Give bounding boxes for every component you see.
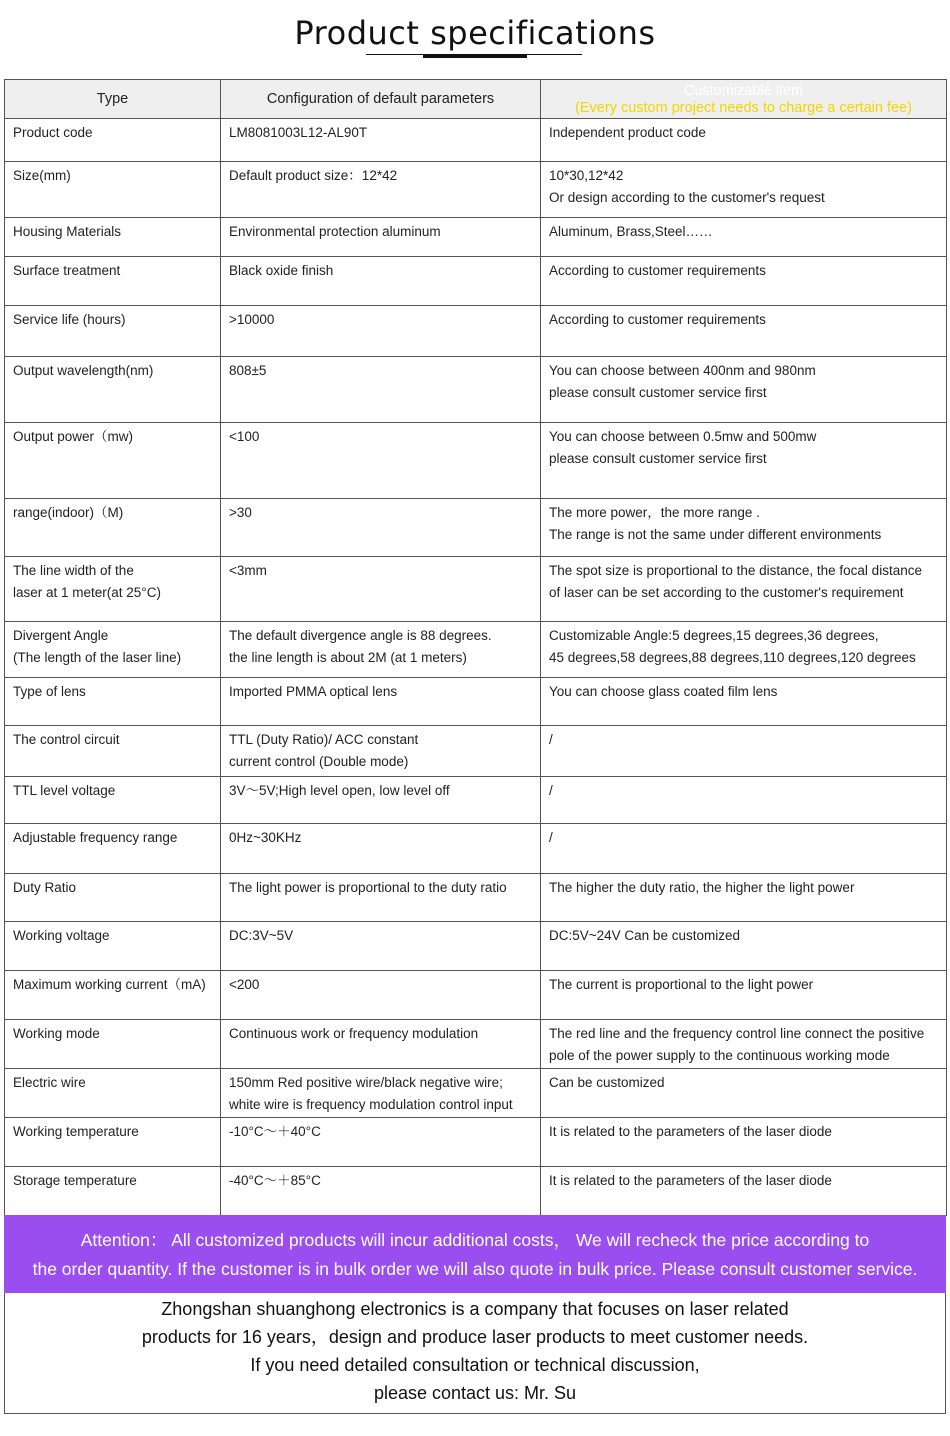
default-cell	[221, 1020, 541, 1069]
attention-line: Attention： All customized products will incur additional costs， We will recheck the price according to	[80, 1230, 870, 1250]
param-cell-text: Working voltage	[13, 928, 110, 943]
param-cell	[5, 1167, 221, 1216]
default-cell	[221, 218, 541, 257]
custom-cell-text: /	[549, 732, 553, 747]
param-cell-text: The line width of the	[13, 563, 134, 578]
default-cell-text: <3mm	[229, 563, 267, 578]
param-cell-text: Type of lens	[13, 684, 86, 699]
custom-cell-text: According to customer requirements	[549, 263, 766, 278]
custom-cell-text: It is related to the parameters of the laser diode	[549, 1124, 832, 1139]
param-cell	[5, 1020, 221, 1069]
custom-cell	[541, 306, 947, 357]
default-cell	[221, 557, 541, 622]
header-default: Configuration of default parameters	[221, 80, 541, 119]
company-line: please contact us: Mr. Su	[373, 1383, 577, 1403]
custom-cell	[541, 622, 947, 678]
param-cell	[5, 874, 221, 922]
default-cell	[221, 824, 541, 874]
param-cell	[5, 162, 221, 218]
default-cell-text: 3V～5V;High level open, low level off	[229, 783, 450, 798]
param-cell-text: Storage temperature	[13, 1173, 137, 1188]
custom-cell	[541, 119, 947, 162]
custom-cell-text: Can be customized	[549, 1075, 665, 1090]
table-header-row	[5, 80, 947, 119]
default-cell-text: -40°C～＋85°C	[229, 1173, 321, 1188]
param-cell	[5, 557, 221, 622]
default-cell-text: >10000	[229, 312, 275, 327]
table-row	[5, 874, 947, 922]
company-info	[4, 1293, 946, 1414]
default-cell	[221, 622, 541, 678]
param-cell-text: Surface treatment	[13, 263, 121, 278]
table-row	[5, 557, 947, 622]
table-row	[5, 824, 947, 874]
default-cell-text: <100	[229, 429, 260, 444]
param-cell	[5, 499, 221, 557]
param-cell-text: Duty Ratio	[13, 880, 77, 895]
header-type: Type	[5, 80, 221, 119]
company-line: products for 16 years，design and produce laser products to meet customer needs.	[141, 1327, 809, 1347]
table-row	[5, 1020, 947, 1069]
table-row	[5, 1069, 947, 1118]
table-row	[5, 726, 947, 777]
custom-cell	[541, 423, 947, 499]
custom-cell-text: 10*30,12*42	[549, 168, 624, 183]
default-cell	[221, 1118, 541, 1167]
param-cell	[5, 622, 221, 678]
custom-cell	[541, 922, 947, 971]
param-cell	[5, 1069, 221, 1118]
attention-banner	[4, 1215, 946, 1293]
param-cell-text: Product code	[13, 125, 93, 140]
custom-cell-text: /	[549, 830, 553, 845]
custom-cell	[541, 726, 947, 777]
param-cell-text: The control circuit	[13, 732, 120, 747]
table-row	[5, 1167, 947, 1216]
table-row	[5, 119, 947, 162]
param-cell	[5, 726, 221, 777]
table-row	[5, 622, 947, 678]
param-cell	[5, 777, 221, 824]
custom-cell	[541, 874, 947, 922]
table-row	[5, 357, 947, 423]
param-cell-text: Maximum working current（mA)	[13, 977, 206, 992]
param-cell-text: Divergent Angle	[13, 628, 109, 643]
default-cell-text: <200	[229, 977, 260, 992]
param-cell-text: range(indoor)（M)	[13, 505, 124, 520]
param-cell-text: laser at 1 meter(at 25°C)	[13, 585, 161, 600]
param-cell	[5, 423, 221, 499]
custom-cell-text: According to customer requirements	[549, 312, 766, 327]
param-cell-text: (The length of the laser line)	[13, 650, 182, 665]
spec-table-body	[5, 119, 947, 1216]
param-cell-text: Size(mm)	[13, 168, 71, 183]
custom-cell-text: The range is not the same under different environments	[549, 527, 882, 542]
custom-cell-text: You can choose glass coated film lens	[549, 684, 778, 699]
default-cell	[221, 357, 541, 423]
param-cell	[5, 971, 221, 1020]
table-row	[5, 218, 947, 257]
company-line: If you need detailed consultation or technical discussion,	[250, 1355, 700, 1375]
default-cell-text: white wire is frequency modulation control input	[229, 1097, 513, 1112]
custom-cell	[541, 218, 947, 257]
custom-cell	[541, 824, 947, 874]
default-cell	[221, 257, 541, 306]
custom-cell-text: Or design according to the customer's request	[549, 190, 825, 205]
table-row	[5, 257, 947, 306]
custom-cell-text: DC:5V~24V Can be customized	[549, 928, 740, 943]
default-cell-text: LM8081003L12-AL90T	[229, 125, 368, 140]
custom-cell-text: You can choose between 0.5mw and 500mw	[549, 429, 817, 444]
custom-cell-text: Independent product code	[549, 125, 706, 140]
header-custom-note: (Every custom project needs to charge a certain fee)	[575, 99, 912, 116]
default-cell	[221, 874, 541, 922]
custom-cell-text: /	[549, 783, 553, 798]
default-cell-text: Environmental protection aluminum	[229, 224, 441, 239]
custom-cell	[541, 1118, 947, 1167]
custom-cell	[541, 678, 947, 726]
default-cell	[221, 678, 541, 726]
default-cell	[221, 922, 541, 971]
table-row	[5, 423, 947, 499]
table-row	[5, 1118, 947, 1167]
default-cell	[221, 777, 541, 824]
param-cell-text: Adjustable frequency range	[13, 830, 178, 845]
param-cell-text: Electric wire	[13, 1075, 86, 1090]
default-cell-text: Continuous work or frequency modulation	[229, 1026, 479, 1041]
param-cell-text: Service life (hours)	[13, 312, 126, 327]
attention-line: the order quantity. If the customer is in bulk order we will also quote in bulk price. Please consult customer service.	[32, 1259, 918, 1279]
table-row	[5, 162, 947, 218]
default-cell	[221, 726, 541, 777]
custom-cell-text: The current is proportional to the light power	[549, 977, 814, 992]
default-cell	[221, 1167, 541, 1216]
param-cell	[5, 357, 221, 423]
custom-cell-text: of laser can be set according to the customer's requirement	[549, 585, 904, 600]
param-cell	[5, 1118, 221, 1167]
default-cell-text: 150mm Red positive wire/black negative wire;	[229, 1075, 503, 1090]
custom-cell-text: The more power，the more range .	[549, 505, 760, 520]
table-row	[5, 777, 947, 824]
custom-cell	[541, 971, 947, 1020]
custom-cell-text: Aluminum, Brass,Steel……	[549, 224, 713, 239]
custom-cell	[541, 777, 947, 824]
custom-cell-text: Customizable Angle:5 degrees,15 degrees,36 degrees,	[549, 628, 879, 643]
param-cell	[5, 257, 221, 306]
default-cell-text: >30	[229, 505, 252, 520]
custom-cell	[541, 557, 947, 622]
custom-cell-text: The spot size is proportional to the distance, the focal distance	[549, 563, 922, 578]
custom-cell-text: The higher the duty ratio, the higher the light power	[549, 880, 855, 895]
default-cell	[221, 423, 541, 499]
default-cell	[221, 1069, 541, 1118]
param-cell-text: Working temperature	[13, 1124, 139, 1139]
default-cell-text: TTL (Duty Ratio)/ ACC constant	[229, 732, 419, 747]
custom-cell	[541, 357, 947, 423]
default-cell-text: the line length is about 2M (at 1 meters)	[229, 650, 467, 665]
default-cell	[221, 162, 541, 218]
table-row	[5, 499, 947, 557]
param-cell	[5, 218, 221, 257]
default-cell-text: 808±5	[229, 363, 267, 378]
custom-cell	[541, 257, 947, 306]
default-cell	[221, 119, 541, 162]
default-cell-text: current control (Double mode)	[229, 754, 409, 769]
company-line: Zhongshan shuanghong electronics is a company that focuses on laser related	[161, 1299, 789, 1319]
header-custom	[541, 80, 947, 119]
page-title: Product specifications	[294, 14, 656, 52]
param-cell	[5, 678, 221, 726]
custom-cell	[541, 162, 947, 218]
default-cell-text: Default product size：12*42	[229, 168, 398, 183]
param-cell	[5, 824, 221, 874]
table-row	[5, 306, 947, 357]
custom-cell-text: please consult customer service first	[549, 385, 767, 400]
default-cell-text: 0Hz~30KHz	[229, 830, 302, 845]
param-cell-text: Housing Materials	[13, 224, 122, 239]
custom-cell-text: please consult customer service first	[549, 451, 767, 466]
param-cell-text: Output power（mw)	[13, 429, 134, 444]
default-cell-text: -10°C～＋40°C	[229, 1124, 321, 1139]
param-cell	[5, 119, 221, 162]
param-cell-text: TTL level voltage	[13, 783, 116, 798]
custom-cell-text: 45 degrees,58 degrees,88 degrees,110 degrees,120 degrees	[549, 650, 916, 665]
default-cell-text: Black oxide finish	[229, 263, 334, 278]
default-cell	[221, 971, 541, 1020]
custom-cell	[541, 1020, 947, 1069]
table-row	[5, 922, 947, 971]
custom-cell	[541, 1069, 947, 1118]
table-row	[5, 678, 947, 726]
param-cell-text: Working mode	[13, 1026, 100, 1041]
param-cell-text: Output wavelength(nm)	[13, 363, 154, 378]
spec-table	[4, 79, 947, 1216]
default-cell	[221, 499, 541, 557]
default-cell-text: Imported PMMA optical lens	[229, 684, 398, 699]
default-cell-text: The light power is proportional to the duty ratio	[229, 880, 507, 895]
custom-cell	[541, 499, 947, 557]
param-cell	[5, 306, 221, 357]
custom-cell-text: pole of the power supply to the continuous working mode	[549, 1048, 890, 1063]
default-cell-text: DC:3V~5V	[229, 928, 294, 943]
title-underline-accent	[423, 54, 527, 58]
custom-cell	[541, 1167, 947, 1216]
custom-cell-text: The red line and the frequency control line connect the positive	[549, 1026, 925, 1041]
param-cell	[5, 922, 221, 971]
custom-cell-text: It is related to the parameters of the laser diode	[549, 1173, 832, 1188]
header-custom-label: Customizable item	[683, 82, 804, 99]
default-cell-text: The default divergence angle is 88 degrees.	[229, 628, 492, 643]
default-cell	[221, 306, 541, 357]
table-row	[5, 971, 947, 1020]
custom-cell-text: You can choose between 400nm and 980nm	[549, 363, 816, 378]
